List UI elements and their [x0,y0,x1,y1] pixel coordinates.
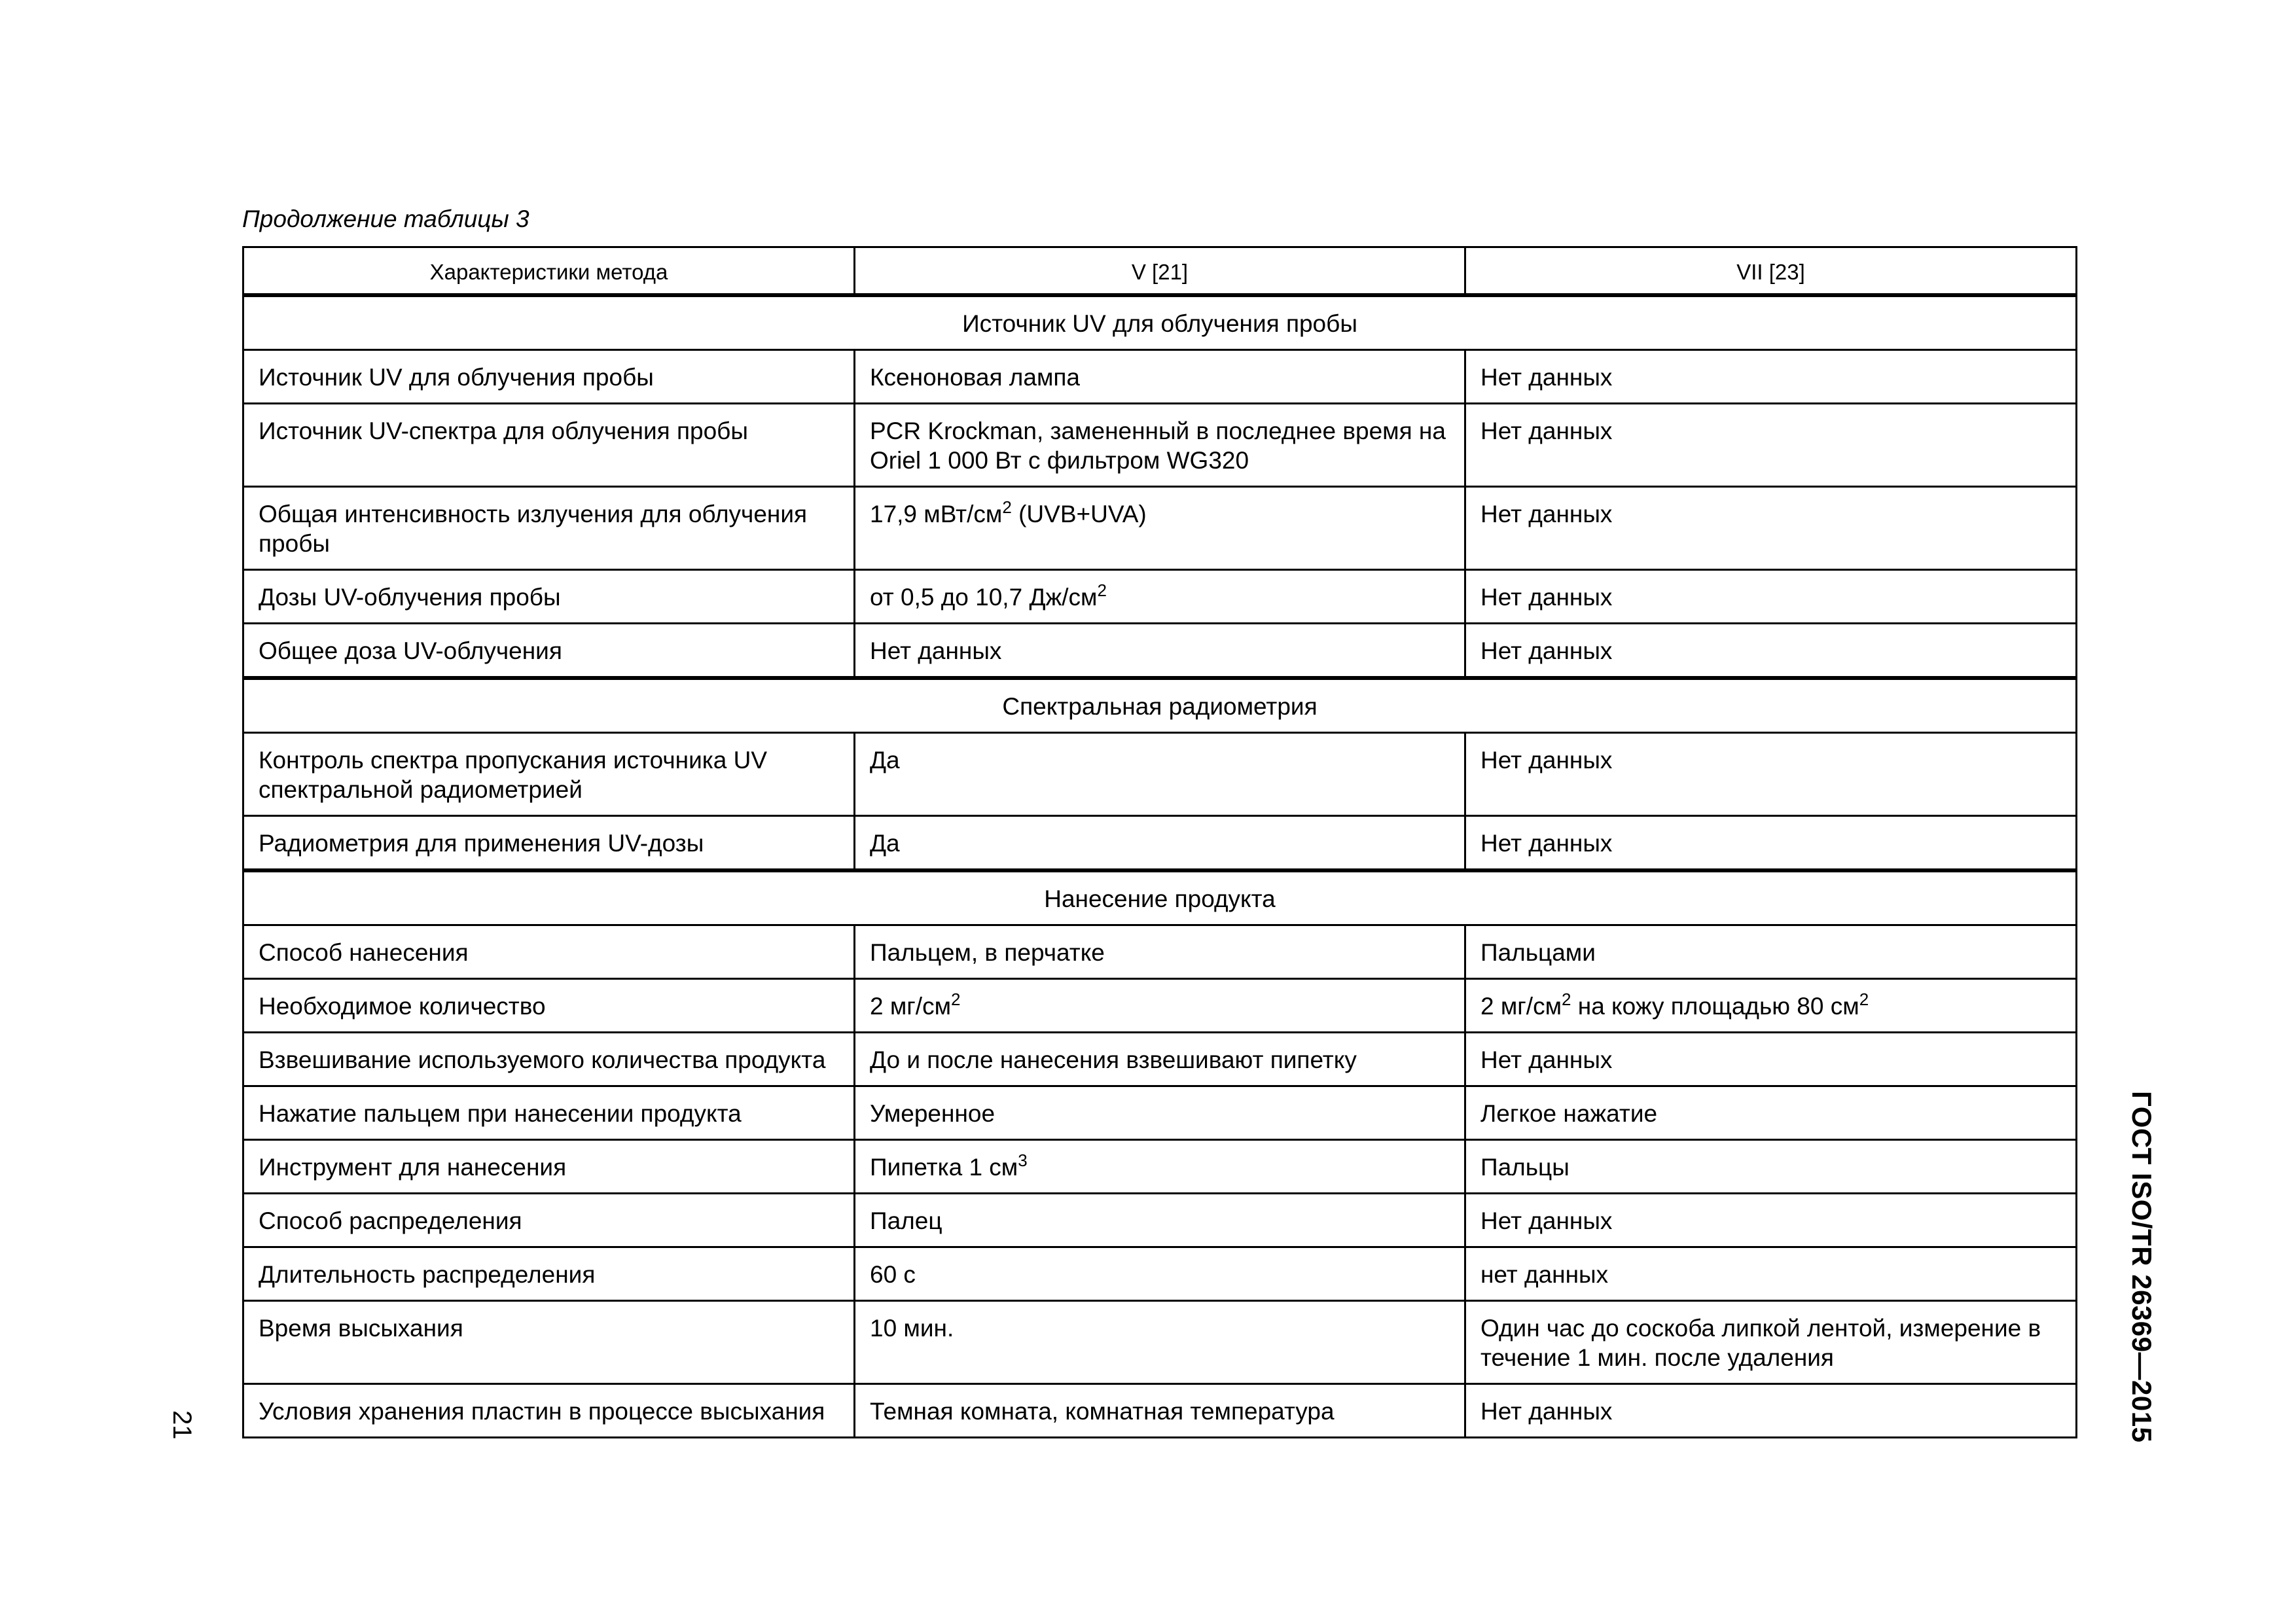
page-number: 21 [168,1410,196,1440]
cell-method-v: 10 мин. [855,1301,1465,1384]
cell-characteristic: Условия хранения пластин в процессе высыхания [243,1384,855,1438]
cell-method-v: 60 с [855,1247,1465,1301]
table-row [243,1301,2077,1384]
cell-method-v: Умеренное [855,1086,1465,1140]
table-row [243,1194,2077,1247]
cell-characteristic: Контроль спектра пропускания источника UV спектральной радиометрией [243,733,855,816]
cell-method-vii: Нет данных [1465,404,2077,487]
cell-method-v: До и после нанесения взвешивают пипетку [855,1033,1465,1086]
header-method-v: V [21] [855,247,1465,296]
section-row [243,870,2077,925]
cell-method-v: Темная комната, комнатная температура [855,1384,1465,1438]
table-row [243,979,2077,1033]
table-row [243,925,2077,979]
cell-characteristic: Способ нанесения [243,925,855,979]
header-characteristics: Характеристики метода [243,247,855,296]
cell-characteristic: Общее доза UV-облучения [243,624,855,679]
cell-method-vii: Нет данных [1465,350,2077,404]
cell-method-v: Да [855,816,1465,871]
table-row [243,1033,2077,1086]
cell-characteristic: Способ распределения [243,1194,855,1247]
cell-characteristic: Общая интенсивность излучения для облучения пробы [243,487,855,570]
cell-characteristic: Источник UV-спектра для облучения пробы [243,404,855,487]
cell-method-vii: Легкое нажатие [1465,1086,2077,1140]
cell-method-v: Ксеноновая лампа [855,350,1465,404]
table-row [243,1086,2077,1140]
cell-method-vii: Нет данных [1465,570,2077,624]
cell-characteristic: Длительность распределения [243,1247,855,1301]
section-title: Нанесение продукта [243,870,2077,925]
cell-characteristic: Инструмент для нанесения [243,1140,855,1194]
section-title: Источник UV для облучения пробы [243,295,2077,350]
cell-method-vii: нет данных [1465,1247,2077,1301]
cell-method-vii: 2 $мг/см^2$ на кожу площадью 80 $см^2$ [1465,979,2077,1033]
cell-method-v: Палец [855,1194,1465,1247]
cell-method-vii: Нет данных [1465,733,2077,816]
cell-method-vii: Пальцами [1465,925,2077,979]
table-header-row [243,247,2077,296]
table-row [243,1140,2077,1194]
cell-method-vii: Нет данных [1465,1033,2077,1086]
table-row [243,816,2077,871]
cell-characteristic: Необходимое количество [243,979,855,1033]
table-row [243,404,2077,487]
cell-characteristic: Радиометрия для применения UV-дозы [243,816,855,871]
cell-method-vii: Нет данных [1465,816,2077,871]
cell-method-vii: Нет данных [1465,1194,2077,1247]
table-row [243,624,2077,679]
section-title: Спектральная радиометрия [243,678,2077,733]
cell-method-vii: Пальцы [1465,1140,2077,1194]
cell-method-v: 17,9 мВт/$см^2$ (UVB+UVA) [855,487,1465,570]
cell-method-v: Да [855,733,1465,816]
cell-characteristic: Дозы UV-облучения пробы [243,570,855,624]
cell-method-vii: Нет данных [1465,624,2077,679]
cell-method-v: 2 $мг/см^2$ [855,979,1465,1033]
cell-method-vii: Один час до соскоба липкой лентой, измерение в течение 1 мин. после удаления [1465,1301,2077,1384]
section-row [243,295,2077,350]
cell-method-v: Пальцем, в перчатке [855,925,1465,979]
cell-characteristic: Время высыхания [243,1301,855,1384]
table-row [243,570,2077,624]
table-caption: Продолжение таблицы 3 [242,205,529,232]
cell-method-v: от 0,5 до 10,7 $Дж/см^2$ [855,570,1465,624]
cell-method-v: Нет данных [855,624,1465,679]
standard-id: ГОСТ ISO/TR 26369—2015 [2126,1091,2157,1443]
cell-method-v: Пипетка 1 $см^3$ [855,1140,1465,1194]
cell-characteristic: Взвешивание используемого количества продукта [243,1033,855,1086]
table-row [243,487,2077,570]
cell-method-vii: Нет данных [1465,487,2077,570]
cell-characteristic: Нажатие пальцем при нанесении продукта [243,1086,855,1140]
cell-method-vii: Нет данных [1465,1384,2077,1438]
cell-method-v: PCR Krockman, замененный в последнее время на Oriel 1 000 Вт с фильтром WG320 [855,404,1465,487]
cell-characteristic: Источник UV для облучения пробы [243,350,855,404]
table-row [243,1247,2077,1301]
header-method-vii: VII [23] [1465,247,2077,296]
table-row [243,733,2077,816]
methods-table [242,246,2077,1438]
table-row [243,1384,2077,1438]
section-row [243,678,2077,733]
table-row [243,350,2077,404]
